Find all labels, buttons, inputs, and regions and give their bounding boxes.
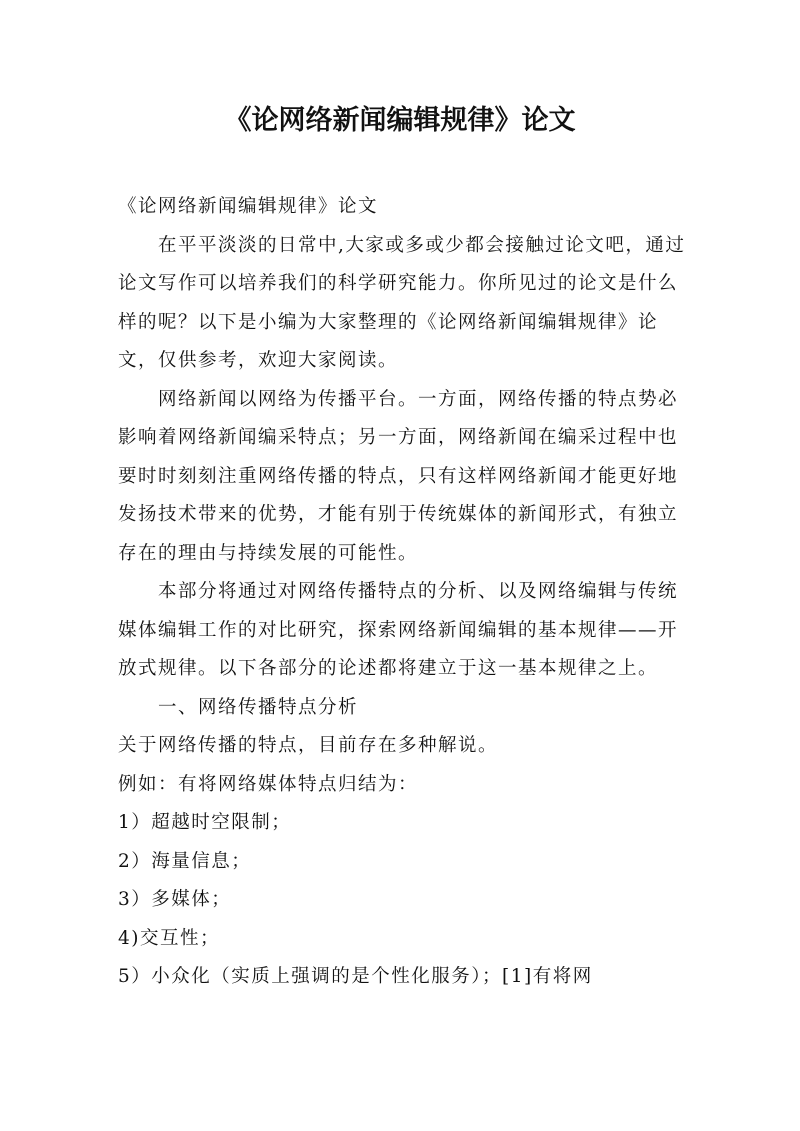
document-body: [118, 188, 688, 997]
list-item: 5）小众化（实质上强调的是个性化服务）；[1]有将网: [118, 966, 593, 987]
subtitle: 《论网络新闻编辑规律》论文: [118, 196, 379, 217]
section-heading: 一、网络传播特点分析: [158, 696, 359, 718]
paragraph: 例如：有将网络媒体特点归结为：: [118, 773, 419, 795]
list-item: 4)交互性；: [118, 927, 220, 949]
paragraph: 关于网络传播的特点，目前存在多种解说。: [118, 735, 499, 756]
paragraph: 本部分将通过对网络传播特点的分析、以及网络编辑与传统媒体编辑工作的对比研究，探索网络新闻编辑的基本规律——开放式规律。以下各部分的论述都将建立于这一基本规律之上。: [118, 581, 679, 679]
paragraph: 在平平淡淡的日常中,大家或多或少都会接触过论文吧，通过论文写作可以培养我们的科学研究能力。你所见过的论文是什么样的呢？以下是小编为大家整理的《论网络新闻编辑规律》论文，仅供参考，欢迎大家阅读。: [118, 234, 686, 371]
list-item: 2）海量信息；: [118, 850, 252, 872]
list-item: 1）超越时空限制；: [118, 812, 292, 833]
paragraph: 网络新闻以网络为传播平台。一方面，网络传播的特点势必影响着网络新闻编采特点；另一方面，网络新闻在编采过程中也要时时刻刻注重网络传播的特点，只有这样网络新闻才能更好地发扬技术带来的优势，才能有别于传统媒体的新闻形式，有独立存在的理由与持续发展的可能性。: [118, 388, 679, 564]
list-item: 3）多媒体；: [118, 889, 232, 910]
document-title: 《论网络新闻编辑规律》论文: [224, 105, 576, 136]
